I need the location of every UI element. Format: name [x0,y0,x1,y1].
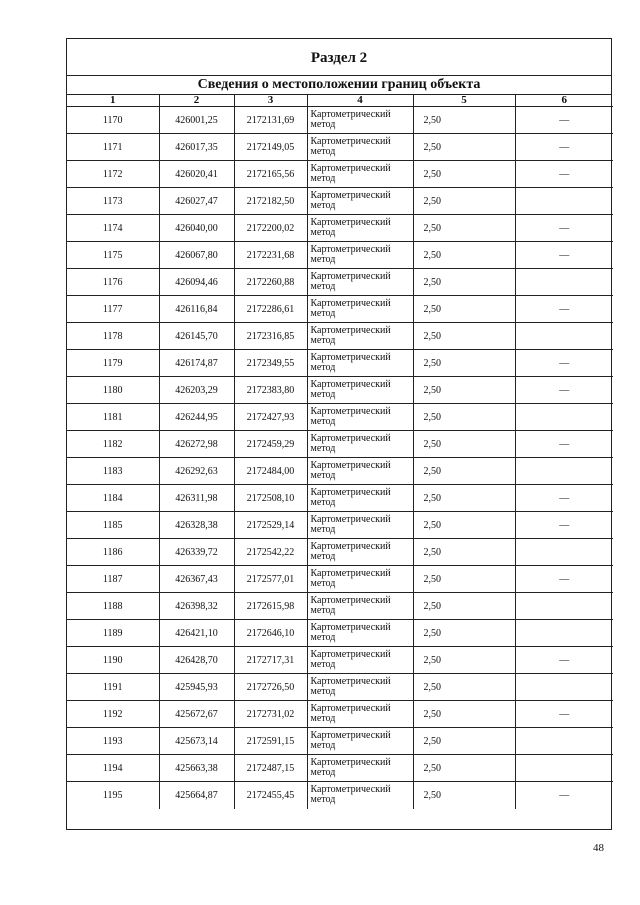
x-coordinate-cell: 425664,87 [159,782,234,809]
y-coordinate-cell: 2172591,15 [234,728,307,755]
x-coordinate-cell: 426428,70 [159,647,234,674]
table-row [67,269,613,296]
table-row [67,512,613,539]
method-line-2: метод [310,254,336,265]
method-line-2: метод [310,551,336,562]
accuracy-cell: 2,50 [413,161,515,188]
section-subtitle: Сведения о местоположении границ объекта [67,76,611,95]
method-line-1: Картометрический [310,136,391,147]
point-number-cell: 1193 [67,728,159,755]
y-coordinate-cell: 2172542,22 [234,539,307,566]
dash-mark: — [559,357,570,369]
point-number-cell: 1171 [67,134,159,161]
point-number-cell: 1195 [67,782,159,809]
y-coordinate-cell: 2172577,01 [234,566,307,593]
x-coordinate-cell: 426339,72 [159,539,234,566]
y-coordinate-cell: 2172487,15 [234,755,307,782]
y-coordinate-cell: 2172615,98 [234,593,307,620]
method-line-1: Картометрический [310,352,391,363]
x-coordinate-cell: 425672,67 [159,701,234,728]
table-row [67,404,613,431]
accuracy-cell: 2,50 [413,458,515,485]
method-cell [307,701,413,728]
point-number-cell: 1183 [67,458,159,485]
method-line-2: метод [310,389,336,400]
method-cell [307,323,413,350]
x-coordinate-cell: 426421,10 [159,620,234,647]
y-coordinate-cell: 2172529,14 [234,512,307,539]
y-coordinate-cell: 2172316,85 [234,323,307,350]
accuracy-cell: 2,50 [413,269,515,296]
table-row [67,377,613,404]
method-line-1: Картометрический [310,784,391,796]
description-cell [515,512,613,539]
method-line-1: Картометрический [310,595,391,606]
dash-mark: — [559,384,570,396]
y-coordinate-cell: 2172349,55 [234,350,307,377]
description-cell [515,269,613,296]
accuracy-cell: 2,50 [413,242,515,269]
accuracy-cell: 2,50 [413,485,515,512]
method-cell [307,539,413,566]
y-coordinate-cell: 2172717,31 [234,647,307,674]
method-cell [307,404,413,431]
x-coordinate-cell: 426067,80 [159,242,234,269]
method-line-2: метод [310,416,336,427]
point-number-cell: 1180 [67,377,159,404]
method-line-1: Картометрический [310,460,391,471]
y-coordinate-cell: 2172149,05 [234,134,307,161]
accuracy-cell: 2,50 [413,215,515,242]
x-coordinate-cell: 425673,14 [159,728,234,755]
table-row [67,782,613,809]
point-number-cell: 1170 [67,107,159,134]
method-cell [307,188,413,215]
y-coordinate-cell: 2172726,50 [234,674,307,701]
table-row [67,161,613,188]
point-number-cell: 1173 [67,188,159,215]
method-cell [307,215,413,242]
y-coordinate-cell: 2172646,10 [234,620,307,647]
x-coordinate-cell: 426328,38 [159,512,234,539]
method-line-2: метод [310,578,336,589]
point-number-cell: 1175 [67,242,159,269]
y-coordinate-cell: 2172459,29 [234,431,307,458]
accuracy-cell: 2,50 [413,323,515,350]
y-coordinate-cell: 2172455,45 [234,782,307,809]
accuracy-cell: 2,50 [413,134,515,161]
method-cell [307,296,413,323]
description-cell [515,755,613,782]
description-cell [515,242,613,269]
y-coordinate-cell: 2172731,02 [234,701,307,728]
x-coordinate-cell: 425663,38 [159,755,234,782]
accuracy-cell: 2,50 [413,431,515,458]
method-line-2: метод [310,659,336,670]
description-cell [515,566,613,593]
method-line-2: метод [310,767,336,778]
header-col-2: 2 [159,95,234,107]
dash-mark: — [559,303,570,315]
accuracy-cell: 2,50 [413,782,515,809]
method-cell [307,161,413,188]
method-line-1: Картометрический [310,676,391,687]
x-coordinate-cell: 426203,29 [159,377,234,404]
y-coordinate-cell: 2172182,50 [234,188,307,215]
dash-mark: — [559,708,570,720]
x-coordinate-cell: 426040,00 [159,215,234,242]
method-cell [307,350,413,377]
description-cell [515,458,613,485]
accuracy-cell: 2,50 [413,755,515,782]
method-line-2: метод [310,713,336,724]
point-number-cell: 1192 [67,701,159,728]
description-cell [515,161,613,188]
accuracy-cell: 2,50 [413,539,515,566]
y-coordinate-cell: 2172484,00 [234,458,307,485]
accuracy-cell: 2,50 [413,701,515,728]
method-line-1: Картометрический [310,163,391,174]
method-line-2: метод [310,308,336,319]
description-cell [515,134,613,161]
method-cell [307,485,413,512]
description-cell [515,620,613,647]
method-line-2: метод [310,740,336,751]
table-row [67,674,613,701]
y-coordinate-cell: 2172383,80 [234,377,307,404]
document-sheet [66,38,612,830]
accuracy-cell: 2,50 [413,674,515,701]
method-line-1: Картометрический [310,541,391,552]
point-number-cell: 1177 [67,296,159,323]
table-row [67,323,613,350]
accuracy-cell: 2,50 [413,566,515,593]
accuracy-cell: 2,50 [413,593,515,620]
method-line-1: Картометрический [310,757,391,768]
table-body [67,107,613,809]
accuracy-cell: 2,50 [413,728,515,755]
method-cell [307,377,413,404]
method-line-1: Картометрический [310,244,391,255]
description-cell [515,728,613,755]
accuracy-cell: 2,50 [413,512,515,539]
description-cell [515,215,613,242]
method-cell [307,269,413,296]
table-row [67,647,613,674]
x-coordinate-cell: 426311,98 [159,485,234,512]
dash-mark: — [559,573,570,585]
method-line-1: Картометрический [310,568,391,579]
x-coordinate-cell: 426027,47 [159,188,234,215]
point-number-cell: 1191 [67,674,159,701]
header-col-4: 4 [307,95,413,107]
y-coordinate-cell: 2172200,02 [234,215,307,242]
table-row [67,458,613,485]
method-cell [307,593,413,620]
method-cell [307,674,413,701]
method-cell [307,782,413,809]
description-cell [515,701,613,728]
y-coordinate-cell: 2172286,61 [234,296,307,323]
x-coordinate-cell: 425945,93 [159,674,234,701]
method-line-1: Картометрический [310,730,391,741]
dash-mark: — [559,438,570,450]
method-line-2: метод [310,200,336,211]
accuracy-cell: 2,50 [413,188,515,215]
x-coordinate-cell: 426367,43 [159,566,234,593]
table-row [67,107,613,134]
method-line-1: Картометрический [310,271,391,282]
table-row [67,215,613,242]
description-cell [515,404,613,431]
description-cell [515,431,613,458]
method-cell [307,620,413,647]
description-cell [515,188,613,215]
description-cell [515,674,613,701]
point-number-cell: 1190 [67,647,159,674]
dash-mark: — [559,249,570,261]
point-number-cell: 1194 [67,755,159,782]
table-row [67,431,613,458]
table-row [67,566,613,593]
x-coordinate-cell: 426292,63 [159,458,234,485]
method-line-2: метод [310,470,336,481]
accuracy-cell: 2,50 [413,404,515,431]
header-col-6: 6 [515,95,613,107]
dash-mark: — [559,114,570,126]
table-row [67,539,613,566]
y-coordinate-cell: 2172260,88 [234,269,307,296]
method-line-2: метод [310,632,336,643]
y-coordinate-cell: 2172427,93 [234,404,307,431]
method-line-1: Картометрический [310,325,391,336]
point-number-cell: 1178 [67,323,159,350]
method-cell [307,566,413,593]
header-col-1: 1 [67,95,159,107]
dash-mark: — [559,168,570,180]
point-number-cell: 1174 [67,215,159,242]
x-coordinate-cell: 426020,41 [159,161,234,188]
x-coordinate-cell: 426174,87 [159,350,234,377]
page-number: 48 [593,842,604,854]
y-coordinate-cell: 2172231,68 [234,242,307,269]
table-row [67,242,613,269]
x-coordinate-cell: 426094,46 [159,269,234,296]
method-cell [307,755,413,782]
method-line-1: Картометрический [310,703,391,714]
method-line-2: метод [310,173,336,184]
method-line-1: Картометрический [310,379,391,390]
method-line-1: Картометрический [310,487,391,498]
point-number-cell: 1185 [67,512,159,539]
method-line-1: Картометрический [310,514,391,525]
description-cell [515,782,613,809]
method-line-2: метод [310,524,336,535]
method-cell [307,458,413,485]
method-line-1: Картометрический [310,622,391,633]
method-line-2: метод [310,362,336,373]
method-line-2: метод [310,119,336,130]
accuracy-cell: 2,50 [413,377,515,404]
table-row [67,620,613,647]
accuracy-cell: 2,50 [413,647,515,674]
description-cell [515,296,613,323]
table-header-row [67,95,613,107]
accuracy-cell: 2,50 [413,296,515,323]
method-cell [307,728,413,755]
point-number-cell: 1187 [67,566,159,593]
table-row [67,593,613,620]
method-cell [307,512,413,539]
y-coordinate-cell: 2172508,10 [234,485,307,512]
description-cell [515,107,613,134]
dash-mark: — [559,654,570,666]
table-row [67,755,613,782]
table-row [67,350,613,377]
method-line-1: Картометрический [310,433,391,444]
x-coordinate-cell: 426145,70 [159,323,234,350]
accuracy-cell: 2,50 [413,620,515,647]
description-cell [515,647,613,674]
description-cell [515,485,613,512]
description-cell [515,350,613,377]
method-line-2: метод [310,227,336,238]
method-line-1: Картометрический [310,298,391,309]
method-line-2: метод [310,146,336,157]
table-row [67,134,613,161]
dash-mark: — [559,789,570,801]
table-row [67,485,613,512]
method-line-2: метод [310,686,336,697]
method-cell [307,107,413,134]
accuracy-cell: 2,50 [413,350,515,377]
section-title: Раздел 2 [67,39,611,76]
x-coordinate-cell: 426272,98 [159,431,234,458]
method-cell [307,647,413,674]
dash-mark: — [559,492,570,504]
point-number-cell: 1186 [67,539,159,566]
table-row [67,188,613,215]
table-row [67,296,613,323]
description-cell [515,323,613,350]
x-coordinate-cell: 426116,84 [159,296,234,323]
boundary-table [67,95,613,809]
point-number-cell: 1181 [67,404,159,431]
method-line-1: Картометрический [310,406,391,417]
point-number-cell: 1188 [67,593,159,620]
dash-mark: — [559,519,570,531]
method-line-1: Картометрический [310,217,391,228]
method-line-2: метод [310,605,336,616]
method-line-2: метод [310,335,336,346]
method-line-1: Картометрический [310,109,391,120]
description-cell [515,593,613,620]
method-cell [307,431,413,458]
description-cell [515,539,613,566]
point-number-cell: 1189 [67,620,159,647]
table-row [67,728,613,755]
x-coordinate-cell: 426001,25 [159,107,234,134]
x-coordinate-cell: 426244,95 [159,404,234,431]
point-number-cell: 1176 [67,269,159,296]
method-line-2: метод [310,281,336,292]
y-coordinate-cell: 2172131,69 [234,107,307,134]
method-cell [307,242,413,269]
table-row [67,701,613,728]
method-line-2: метод [310,794,336,806]
dash-mark: — [559,141,570,153]
point-number-cell: 1172 [67,161,159,188]
method-cell [307,134,413,161]
x-coordinate-cell: 426398,32 [159,593,234,620]
method-line-2: метод [310,443,336,454]
header-col-5: 5 [413,95,515,107]
header-col-3: 3 [234,95,307,107]
method-line-2: метод [310,497,336,508]
method-line-1: Картометрический [310,190,391,201]
point-number-cell: 1179 [67,350,159,377]
description-cell [515,377,613,404]
x-coordinate-cell: 426017,35 [159,134,234,161]
y-coordinate-cell: 2172165,56 [234,161,307,188]
point-number-cell: 1184 [67,485,159,512]
dash-mark: — [559,222,570,234]
method-line-1: Картометрический [310,649,391,660]
accuracy-cell: 2,50 [413,107,515,134]
point-number-cell: 1182 [67,431,159,458]
